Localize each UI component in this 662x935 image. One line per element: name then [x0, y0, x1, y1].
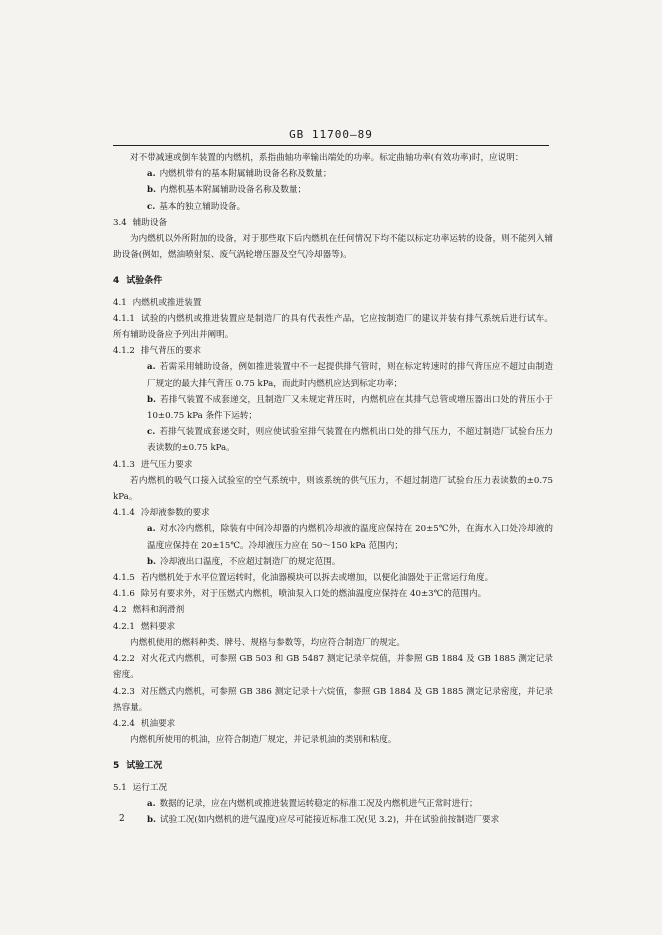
clause-text: 试验条件: [126, 276, 163, 287]
clause-text: 对火花式内燃机，可参照 GB 503 和 GB 5487 测定记录辛烷值，并参照 GB 1884 及 GB 1885 测定记录密度。: [113, 654, 553, 681]
clause: [113, 651, 553, 683]
clause-text: 对压燃式内燃机，可参照 GB 386 测定记录十六烷值，参照 GB 1884 及 GB 1885 测定记录密度，并记录热容量。: [113, 686, 553, 713]
list-item-text: 对水冷内燃机，除装有中间冷却器的内燃机冷却液的温度应保持在 20±5℃外，在海水入口处冷却液的温度应保持在 20±15℃。冷却液压力应在 50～150 kPa 范围内；: [147, 524, 553, 551]
list-item: [113, 359, 553, 391]
page-number: 2: [119, 814, 125, 824]
section-heading: [113, 273, 553, 289]
list-item-text: 内燃机带有的基本附属辅助设备名称及数量；: [159, 169, 332, 180]
paragraph: 为内燃机以外所附加的设备，对于那些取下后内燃机在任何情况下均不能以标定功率运转的设备，则不能列入辅助设备(例如，燃油喷射泵、废气涡轮增压器及空气冷却器等)。: [113, 234, 553, 261]
list-item-label: b.: [147, 814, 157, 825]
list-item-text: 试验工况(如内燃机的进气温度)应尽可能接近标准工况(见 3.2)，并在试验前按制造厂要求: [160, 814, 500, 825]
clause: [113, 684, 553, 716]
list-item-text: 若排气装置不成套递交，且制造厂又未规定背压时，内燃机应在其排气总管或增压器出口处的背压小于 10±0.75 kPa 条件下运转；: [147, 394, 553, 422]
clause: [113, 619, 553, 635]
clause-text: 冷却液参数的要求: [140, 508, 210, 519]
clause: [113, 602, 553, 618]
clause: [113, 343, 553, 359]
list-item-label: a.: [147, 169, 156, 180]
clause-number: 4.1.2: [113, 346, 135, 357]
clause: [113, 311, 553, 343]
clause-text: 试验的内燃机或推进装置应是制造厂的具有代表性产品，它应按制造厂的建议并装有排气系统后进行试车。所有辅助设备应予列出并阐明。: [113, 313, 553, 341]
clause-text: 若内燃机处于水平位置运转时，化油器模块可以拆去或增加，以便化油器处于正常运行角度。: [140, 573, 494, 584]
clause-number: 4.1.3: [113, 459, 135, 470]
list-item-text: 基本的独立辅助设备。: [159, 201, 246, 212]
paragraph: 内燃机所使用的机油，应符合制造厂规定，并记录机油的类别和粘度。: [130, 735, 397, 746]
list-item: [113, 554, 553, 570]
clause: [113, 505, 553, 521]
clause-number: 4.1: [113, 297, 127, 308]
clause-number: 4.2.3: [113, 686, 135, 697]
list-item: [113, 812, 553, 828]
list-item-label: a.: [147, 798, 156, 809]
document-body: [113, 150, 553, 828]
clause-text: 排气背压的要求: [140, 346, 202, 357]
paragraph: 对不带减速或倒车装置的内燃机，系指曲轴功率输出端处的功率。标定曲轴功率(有效功率)时，应说明：: [130, 153, 524, 163]
list-item: [113, 392, 553, 424]
list-item-label: a.: [147, 524, 156, 535]
list-item: [113, 182, 553, 198]
standard-header: GB 11700—89: [289, 128, 373, 141]
clause: [113, 716, 553, 732]
list-item-text: 若需采用辅助设备，例如推进装置中不一起提供排气管时，则在标定转速时的排气背压应不超过由制造厂规定的最大排气背压 0.75 kPa，而此时内燃机应达到标定功率；: [147, 362, 553, 389]
list-item-label: c.: [147, 201, 156, 212]
clause: [113, 295, 553, 311]
clause-number: 5.1: [113, 782, 127, 793]
clause-text: 除另有要求外，对于压燃式内燃机，喷油泵入口处的燃油温度应保持在 40±3℃的范围内。: [140, 589, 487, 600]
list-item: [113, 424, 553, 456]
clause-text: 试验工况: [126, 761, 163, 772]
clause: [113, 457, 553, 473]
clause-text: 运行工况: [132, 782, 168, 793]
clause: [113, 780, 553, 796]
list-item: [113, 796, 553, 812]
clause-number: 4.1.5: [113, 573, 135, 584]
clause-number: 3.4: [113, 217, 127, 228]
clause-number: 4.2.4: [113, 718, 135, 729]
list-item-text: 若排气装置成套递交时，则应使试验室排气装置在内燃机出口处的排气压力，不超过制造厂试验台压力表读数的±0.75 kPa。: [147, 427, 553, 454]
list-item-text: 冷却液出口温度，不应超过制造厂的规定范围。: [160, 556, 341, 567]
clause-text: 燃料和润滑剂: [132, 605, 185, 616]
clause-number: 4: [113, 276, 120, 287]
spacer: [113, 748, 553, 753]
section-heading: [113, 758, 553, 774]
clause-text: 燃料要求: [140, 621, 176, 632]
clause: [113, 586, 553, 602]
list-item-label: b.: [147, 185, 157, 196]
clause: [113, 215, 553, 231]
clause-text: 辅助设备: [132, 217, 168, 228]
clause: [113, 570, 553, 586]
list-item: [113, 521, 553, 553]
spacer: [113, 263, 553, 268]
list-item-label: c.: [147, 427, 156, 438]
clause-number: 5: [113, 761, 120, 772]
clause-text: 进气压力要求: [140, 459, 193, 470]
paragraph: 若内燃机的吸气口接入试验室的空气系统中，则该系统的供气压力，不超过制造厂试验台压力表读数的±0.75 kPa。: [113, 475, 553, 503]
paragraph: 内燃机使用的燃料种类、牌号、规格与参数等，均应符合制造厂的规定。: [130, 637, 406, 648]
clause-number: 4.2.2: [113, 654, 135, 665]
list-item-label: a.: [147, 362, 156, 373]
list-item: [113, 199, 553, 215]
clause-number: 4.1.4: [113, 508, 135, 519]
header-rule: [113, 145, 549, 146]
list-item-label: b.: [147, 556, 157, 567]
list-item-text: 数据的记录，应在内燃机或推进装置运转稳定的标准工况及内燃机进气正常时进行；: [159, 798, 478, 809]
clause-number: 4.1.1: [113, 313, 135, 324]
clause-number: 4.1.6: [113, 589, 135, 600]
list-item-text: 内燃机基本附属辅助设备名称及数量；: [160, 185, 307, 196]
clause-text: 机油要求: [140, 718, 176, 729]
clause-text: 内燃机或推进装置: [132, 297, 202, 308]
clause-number: 4.2: [113, 605, 127, 616]
clause-number: 4.2.1: [113, 621, 135, 632]
list-item: [113, 166, 553, 182]
list-item-label: b.: [147, 394, 157, 405]
